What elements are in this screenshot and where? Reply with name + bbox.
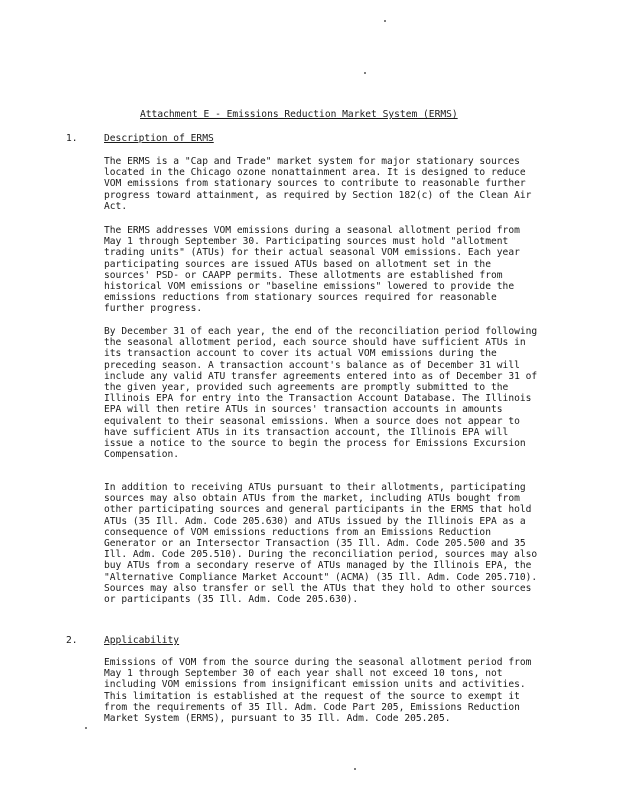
section-1-paragraph-1: The ERMS is a "Cap and Trade" market system for major stationary sources located in the Chicago ozone nonattainment area. It is designed to reduce VOM emissions from stationary sources to contribute to reasonable further progress toward attainment, as required by Section 182(c) of the Clean Air Act.: [104, 156, 532, 212]
section-1-paragraph-4: In addition to receiving ATUs pursuant to their allotments, participating sources may also obtain ATUs from the market, including ATUs bought from other participating sources and general participants in the ERMS that hold ATUs (35 Ill. Adm. Code 205.630) and ATUs issued by the Illinois EPA as a consequence of VOM emissions reductions from an Emissions Reduction Generator or an Intersector Transaction (35 Ill. Adm. Code 205.500 and 35 Ill. Adm. Code 205.510). During the reconciliation period, sources may also buy ATUs from a secondary reserve of ATUs managed by the Illinois EPA, the "Alternative Compliance Market Account" (ACMA) (35 Ill. Adm. Code 205.710). Sources may also transfer or sell the ATUs that they hold to other sources or participants (35 Ill. Adm. Code 205.630).: [104, 482, 538, 606]
scan-speck: [364, 72, 366, 74]
document-title: Attachment E - Emissions Reduction Market System (ERMS): [140, 109, 458, 120]
scan-speck: [354, 768, 356, 770]
section-2-number: 2.: [66, 635, 78, 646]
section-1-number: 1.: [66, 133, 78, 144]
section-1-paragraph-3: By December 31 of each year, the end of the reconciliation period following the seasonal allotment period, each source should have sufficient ATUs in its transaction account to cover its actual VOM emissions during the preceding season. A transaction account's balance as of December 31 will include any valid ATU transfer agreements entered into as of December 31 of the given year, provided such agreements are promptly submitted to the Illinois EPA for entry into the Transaction Account Database. The Illinois EPA will then retire ATUs in sources' transaction accounts in amounts equivalent to their seasonal emissions. When a source does not appear to have sufficient ATUs in its transaction account, the Illinois EPA will issue a notice to the source to begin the process for Emissions Excursion Compensation.: [104, 326, 538, 461]
scan-speck: [85, 727, 87, 729]
section-1-paragraph-2: The ERMS addresses VOM emissions during a seasonal allotment period from May 1 through September 30. Participating sources must hold "allotment trading units" (ATUs) for their actual seasonal VOM emissions. Each year participating sources are issued ATUs based on allotment set in the sources' PSD- or CAAPP permits. These allotments are established from historical VOM emissions or "baseline emissions" lowered to provide the emissions reductions from stationary sources required for reasonable further progress.: [104, 225, 520, 315]
section-1-title: Description of ERMS: [104, 133, 214, 144]
section-2-paragraph-1: Emissions of VOM from the source during the seasonal allotment period from May 1 through September 30 of each year shall not exceed 10 tons, not including VOM emissions from insignificant emission units and activities. This limitation is established at the request of the source to exempt it from the requirements of 35 Ill. Adm. Code Part 205, Emissions Reduction Market System (ERMS), pursuant to 35 Ill. Adm. Code 205.205.: [104, 657, 532, 725]
section-2-title: Applicability: [104, 635, 180, 646]
scan-speck: [384, 20, 386, 22]
